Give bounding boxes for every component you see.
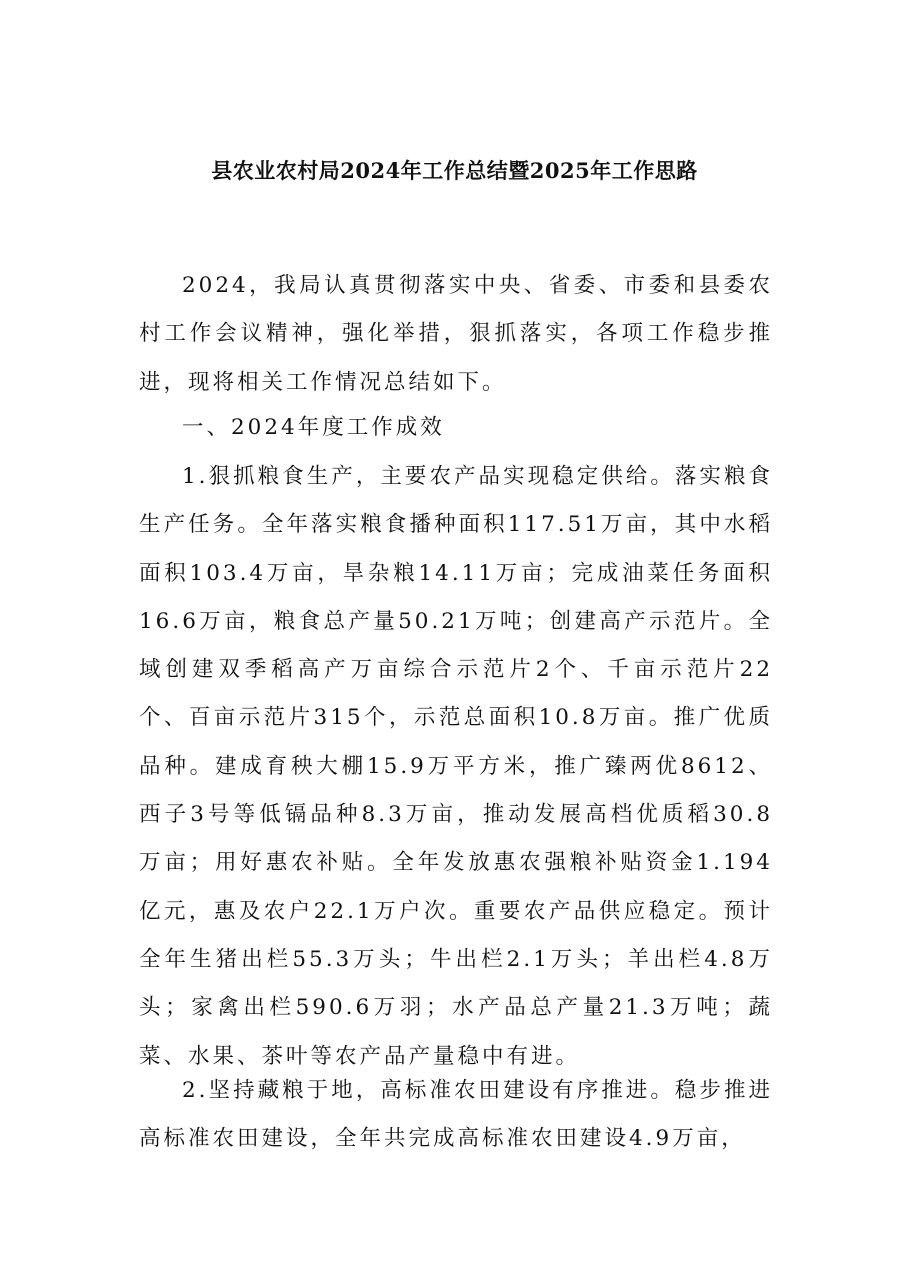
- paragraph-grain-production: 1.狠抓粮食生产，主要农产品实现稳定供给。落实粮食生产任务。全年落实粮食播种面积117.51万亩，其中水稻面积103.4万亩，旱杂粮14.11万亩；完成油菜任务面积16.6万亩，粮食总产量50.21万吨；创建高产示范片。全域创建双季稻高产万亩综合示范片2个、千亩示范片22个、百亩示范片315个，示范总面积10.8万亩。推广优质品种。建成育秧大棚15.9万平方米，推广臻两优8612、西子3号等低镉品种8.3万亩，推动发展高档优质稻30.8万亩；用好惠农补贴。全年发放惠农强粮补贴资金1.194亿元，惠及农户22.1万户次。重要农产品供应稳定。预计全年生猪出栏55.3万头；牛出栏2.1万头；羊出栏4.8万头；家禽出栏590.6万羽；水产品总产量21.3万吨；蔬菜、水果、茶叶等农产品产量稳中有进。: [139, 464, 773, 1069]
- paragraph-farmland-construction: 2.坚持藏粮于地，高标准农田建设有序推进。稳步推进高标准农田建设，全年共完成高标准农田建设4.9万亩，: [139, 1078, 773, 1152]
- section-heading-achievements: 一、2024年度工作成效: [182, 415, 445, 440]
- intro-paragraph: 2024，我局认真贯彻落实中央、省委、市委和县委农村工作会议精神，强化举措，狠抓落实，各项工作稳步推进，现将相关工作情况总结如下。: [139, 273, 773, 395]
- document-title: 县农业农村局2024年工作总结暨2025年工作思路: [211, 158, 698, 183]
